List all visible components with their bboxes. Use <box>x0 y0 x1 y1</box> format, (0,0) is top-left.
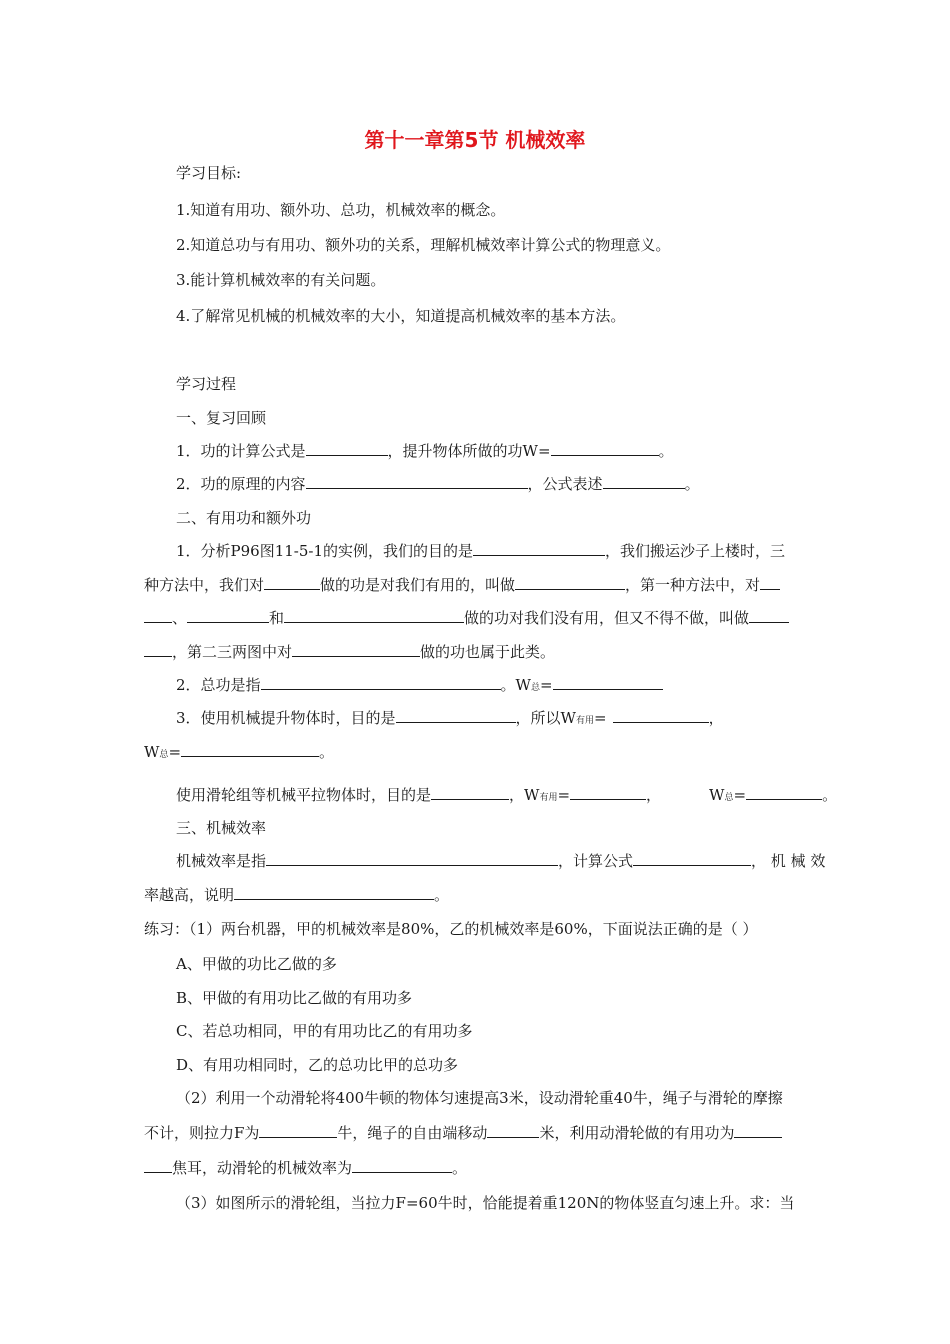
answer-blank[interactable] <box>144 607 172 623</box>
option-b[interactable]: B、甲做的有用功比乙做的有用功多 <box>176 989 413 1007</box>
answer-blank[interactable] <box>487 1122 539 1138</box>
efficiency-definition-cont: 率越高，说明 。 <box>144 886 450 904</box>
answer-blank[interactable] <box>553 674 663 690</box>
answer-blank[interactable] <box>352 1157 452 1173</box>
section-heading-review: 一、复习回顾 <box>176 409 267 427</box>
analysis-line-1: 1．分析P96图11-5-1的实例，我们的目的是 ，我们搬运沙子上楼时，三 <box>176 542 786 560</box>
answer-blank[interactable] <box>259 1122 337 1138</box>
analysis-line-4: ，第二三两图中对 做的功也属于此类。 <box>144 641 555 663</box>
process-heading: 学习过程 <box>176 375 237 393</box>
review-question-1: 1．功的计算公式是 ，提升物体所做的功W= 。 <box>176 442 674 460</box>
answer-blank[interactable] <box>749 607 789 623</box>
answer-blank[interactable] <box>570 784 646 800</box>
goal-item: 1.知道有用功、额外功、总功，机械效率的概念。 <box>176 201 506 219</box>
practice-question-1: 练习：（1）两台机器，甲的机械效率是80%，乙的机械效率是60%，下面说法正确的是（ ） <box>144 920 758 938</box>
section-heading-useful-work: 二、有用功和额外功 <box>176 509 312 527</box>
answer-blank[interactable] <box>292 641 420 657</box>
answer-blank[interactable] <box>760 574 780 590</box>
practice-question-2-end: 焦耳，动滑轮的机械效率为 。 <box>144 1157 467 1179</box>
answer-blank[interactable] <box>234 884 434 900</box>
practice-question-3: （3）如图所示的滑轮组，当拉力F=60牛时，恰能提着重120N的物体竖直匀速上升。求：当 <box>176 1194 795 1212</box>
lifting-question: 3．使用机械提升物体时，目的是 ，所以W有用= ， <box>176 709 724 727</box>
answer-blank[interactable] <box>187 607 269 623</box>
answer-blank[interactable] <box>515 574 625 590</box>
practice-question-2-cont: 不计，则拉力F为 牛，绳子的自由端移动 米，利用动滑轮做的有用功为 <box>144 1122 782 1144</box>
answer-blank[interactable] <box>306 440 388 456</box>
answer-blank[interactable] <box>551 440 659 456</box>
goal-item: 4.了解常见机械的机械效率的大小，知道提高机械效率的基本方法。 <box>176 307 626 325</box>
answer-blank[interactable] <box>396 707 516 723</box>
review-question-2: 2．功的原理的内容 ，公式表述 。 <box>176 475 700 493</box>
answer-blank[interactable] <box>266 850 558 866</box>
answer-blank[interactable] <box>473 540 605 556</box>
total-work-question: 2．总功是指 。W总= <box>176 674 663 699</box>
analysis-line-2: 种方法中，我们对 做的功是对我们有用的，叫做 ，第一种方法中，对 <box>144 574 780 596</box>
answer-blank[interactable] <box>144 1157 172 1173</box>
horizontal-pull-question: 使用滑轮组等机械平拉物体时，目的是 ，W有用= ， W总= 。 <box>176 786 838 804</box>
goal-item: 2.知道总功与有用功、额外功的关系，理解机械效率计算公式的物理意义。 <box>176 236 671 254</box>
answer-blank[interactable] <box>181 741 319 757</box>
goals-heading: 学习目标: <box>176 164 242 182</box>
answer-blank[interactable] <box>746 784 822 800</box>
option-d[interactable]: D、有用功相同时，乙的总功比甲的总功多 <box>176 1056 459 1074</box>
lifting-question-cont: W总= 。 <box>144 743 335 761</box>
option-a[interactable]: A、甲做的功比乙做的多 <box>176 955 337 973</box>
page-title: 第十一章第5节 机械效率 <box>364 128 586 152</box>
option-c[interactable]: C、若总功相同，甲的有用功比乙的有用功多 <box>176 1022 473 1040</box>
goal-item: 3.能计算机械效率的有关问题。 <box>176 271 386 289</box>
section-heading-efficiency: 三、机械效率 <box>176 819 267 837</box>
answer-blank[interactable] <box>613 707 709 723</box>
analysis-line-3: 、 和 做的功对我们没有用，但又不得不做，叫做 <box>144 607 789 629</box>
answer-blank[interactable] <box>306 473 528 489</box>
answer-blank[interactable] <box>603 473 685 489</box>
answer-blank[interactable] <box>261 674 501 690</box>
answer-blank[interactable] <box>633 850 751 866</box>
answer-blank[interactable] <box>734 1122 782 1138</box>
answer-blank[interactable] <box>431 784 509 800</box>
practice-question-2: （2）利用一个动滑轮将400牛顿的物体匀速提高3米，设动滑轮重40牛，绳子与滑轮的摩擦 <box>176 1089 783 1107</box>
answer-blank[interactable] <box>284 607 464 623</box>
answer-blank[interactable] <box>144 641 172 657</box>
answer-blank[interactable] <box>264 574 320 590</box>
efficiency-definition: 机械效率是指 ，计算公式 ， 机 械 效 <box>176 852 826 870</box>
